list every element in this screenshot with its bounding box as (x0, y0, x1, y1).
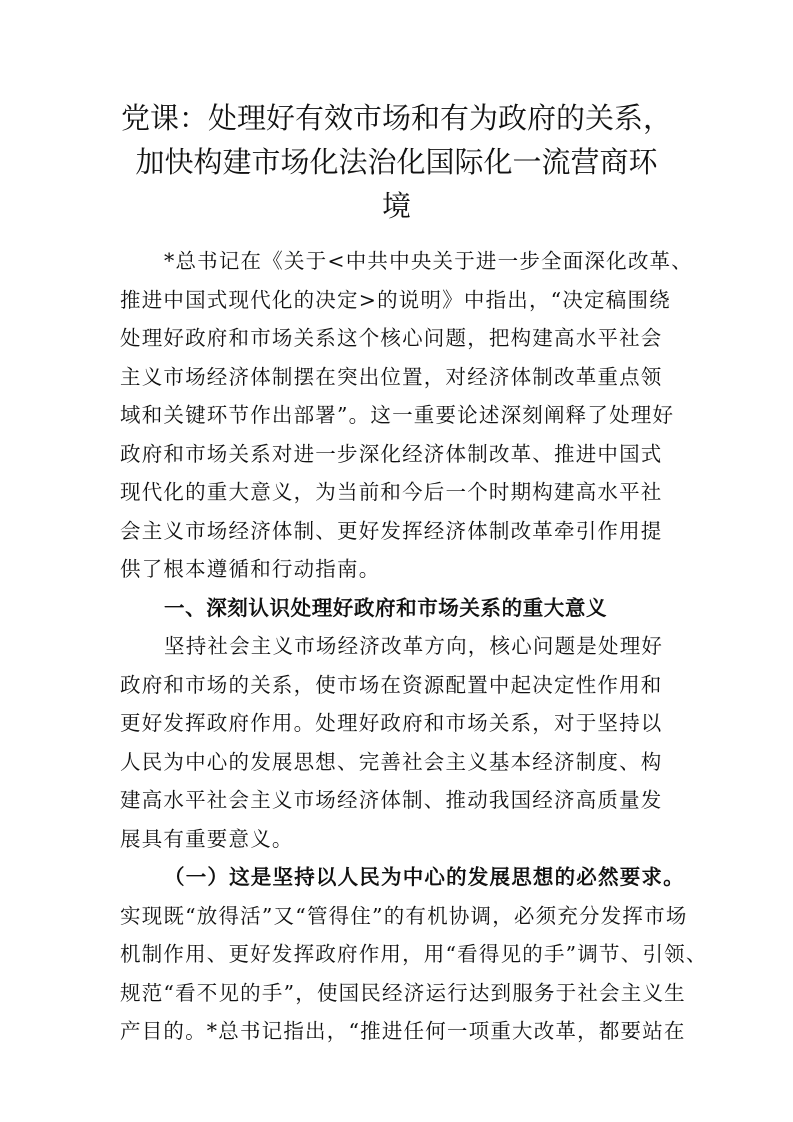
text-line: 产目的。*总书记指出，“推进任何一项重大改革，都要站在 (120, 1019, 686, 1043)
text-line: 建高水平社会主义市场经济体制、推动我国经济高质量发 (120, 788, 663, 812)
document-body (120, 242, 708, 1051)
text-line: 会主义市场经济体制、更好发挥经济体制改革牵引作用提 (120, 518, 663, 543)
text-line: 政府和市场的关系，使市场在资源配置中起决定性作用和 (120, 672, 663, 697)
paragraph-subsection1 (120, 897, 708, 1051)
text-line: 供了根本遵循和行动指南。 (120, 557, 381, 581)
text-line: 主义市场经济体制摆在突出位置，对经济体制改革重点领 (120, 364, 663, 389)
text-line: 域和关键环节作出部署”。这一重要论述深刻阐释了处理好 (120, 403, 675, 427)
text-line: 实现既“放得活”又“管得住”的有机协调，必须充分发挥市场 (120, 903, 688, 928)
title-line: 党课：处理好有效市场和有为政府的关系， (120, 101, 672, 135)
text-line: 更好发挥政府作用。处理好政府和市场关系，对于坚持以 (120, 711, 663, 735)
text-line: *总书记在《关于<中共中央关于进一步全面深化改革、 (164, 249, 693, 273)
paragraph-intro (120, 242, 693, 589)
text-line: 政府和市场关系对进一步深化经济体制改革、推进中国式 (120, 441, 663, 466)
text-line: 展具有重要意义。 (120, 826, 294, 851)
title-line: 境 (381, 189, 411, 223)
document-title (100, 96, 693, 228)
text-line: 推进中国式现代化的决定>的说明》中指出，“决定稿围绕 (120, 287, 671, 312)
subsection-heading: （一）这是坚持以人民为中心的发展思想的必然要求。 (164, 865, 685, 889)
paragraph-section1 (120, 627, 690, 858)
title-line: 加快构建市场化法治化国际化一流营商环 (135, 145, 658, 179)
section-heading: 一、深刻认识处理好政府和市场关系的重大意义 (164, 595, 608, 620)
text-line: 人民为中心的发展思想、完善社会主义基本经济制度、构 (120, 749, 663, 774)
text-line: 机制作用、更好发挥政府作用，用“看得见的手”调节、引领、 (120, 942, 708, 966)
text-line: 坚持社会主义市场经济改革方向，核心问题是处理好 (164, 634, 664, 658)
text-line: 现代化的重大意义，为当前和今后一个时期构建高水平社 (120, 480, 663, 504)
text-line: 规范“看不见的手”，使国民经济运行达到服务于社会主义生 (120, 980, 686, 1005)
text-line: 处理好政府和市场关系这个核心问题，把构建高水平社会 (120, 326, 663, 350)
